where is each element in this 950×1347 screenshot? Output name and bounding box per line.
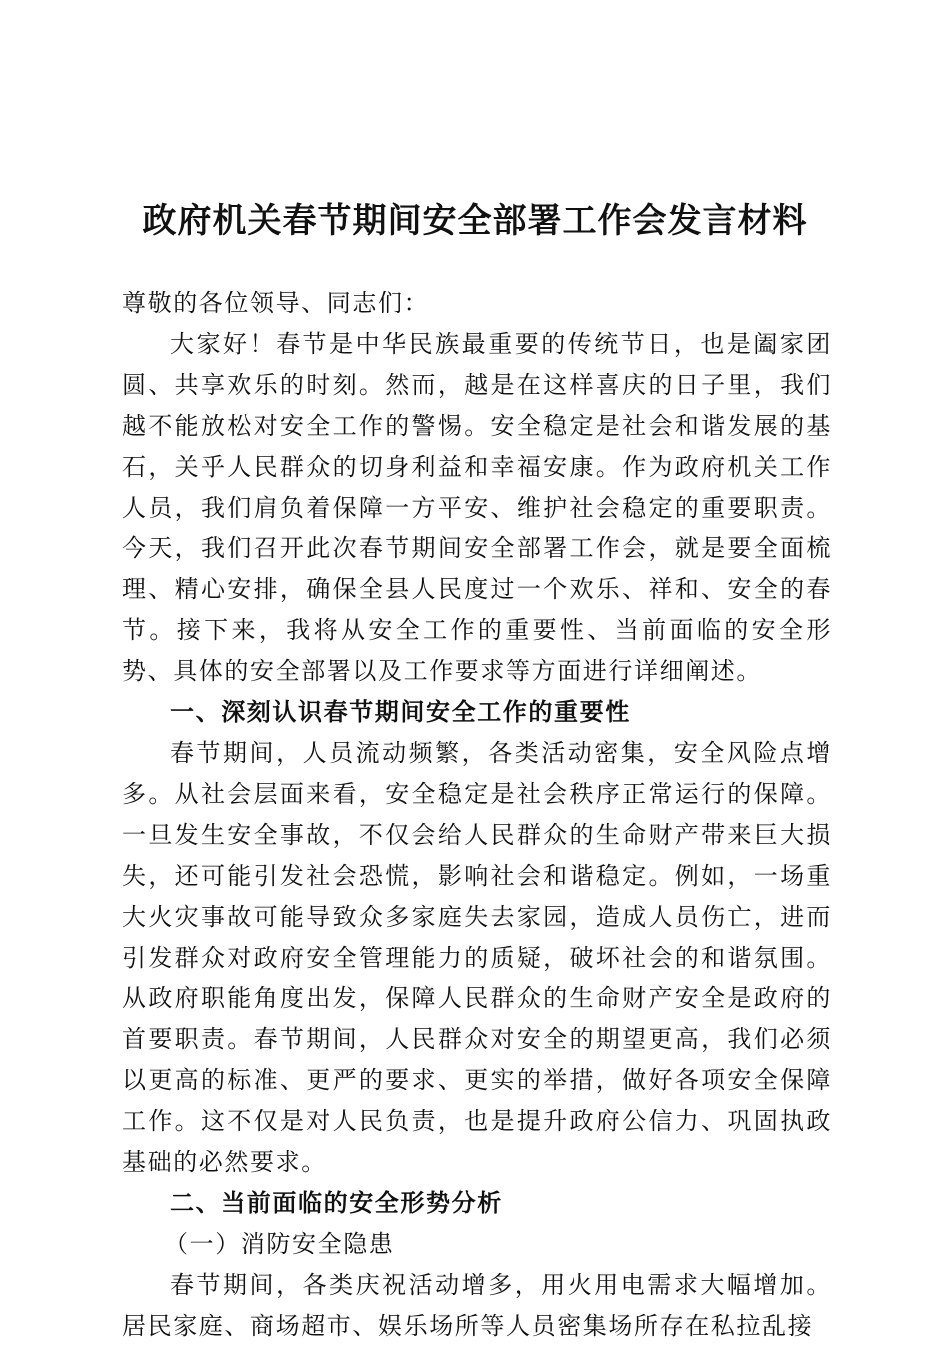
document-title: 政府机关春节期间安全部署工作会发言材料 [142, 201, 808, 241]
salutation: 尊敬的各位领导、同志们： [122, 289, 430, 317]
document-body [122, 283, 832, 1347]
section-heading-1: 一、深刻认识春节期间安全工作的重要性 [170, 698, 631, 727]
paragraph-intro: 大家好！春节是中华民族最重要的传统节日，也是阖家团圆、共享欢乐的时刻。然而，越是在这样喜庆的日子里，我们越不能放松对安全工作的警惕。安全稳定是社会和谐发展的基石，关乎人民群众的切身利益和幸福安康。作为政府机关工作人员，我们肩负着保障一方平安、维护社会稳定的重要职责。今天，我们召开此次春节期间安全部署工作会，就是要全面梳理、精心安排，确保全县人民度过一个欢乐、祥和、安全的春节。接下来，我将从安全工作的重要性、当前面临的安全形势、具体的安全部署以及工作要求等方面进行详细阐述。 [122, 329, 832, 686]
paragraph-fire-safety: 春节期间，各类庆祝活动增多，用火用电需求大幅增加。居民家庭、商场超市、娱乐场所等人员密集场所存在私拉乱接 [122, 1270, 832, 1340]
paragraph-importance: 春节期间，人员流动频繁，各类活动密集，安全风险点增多。从社会层面来看，安全稳定是社会秩序正常运行的保障。一旦发生安全事故，不仅会给人民群众的生命财产带来巨大损失，还可能引发社会恐慌，影响社会和谐稳定。例如，一场重大火灾事故可能导致众多家庭失去家园，造成人员伤亡，进而引发群众对政府安全管理能力的质疑，破坏社会的和谐氛围。从政府职能角度出发，保障人民群众的生命财产安全是政府的首要职责。春节期间，人民群众对安全的期望更高，我们必须以更高的标准、更严的要求、更实的举措，做好各项安全保障工作。这不仅是对人民负责，也是提升政府公信力、巩固执政基础的必然要求。 [122, 738, 832, 1177]
subsection-heading-1: （一）消防安全隐患 [164, 1229, 395, 1258]
section-heading-2: 二、当前面临的安全形势分析 [170, 1188, 503, 1217]
